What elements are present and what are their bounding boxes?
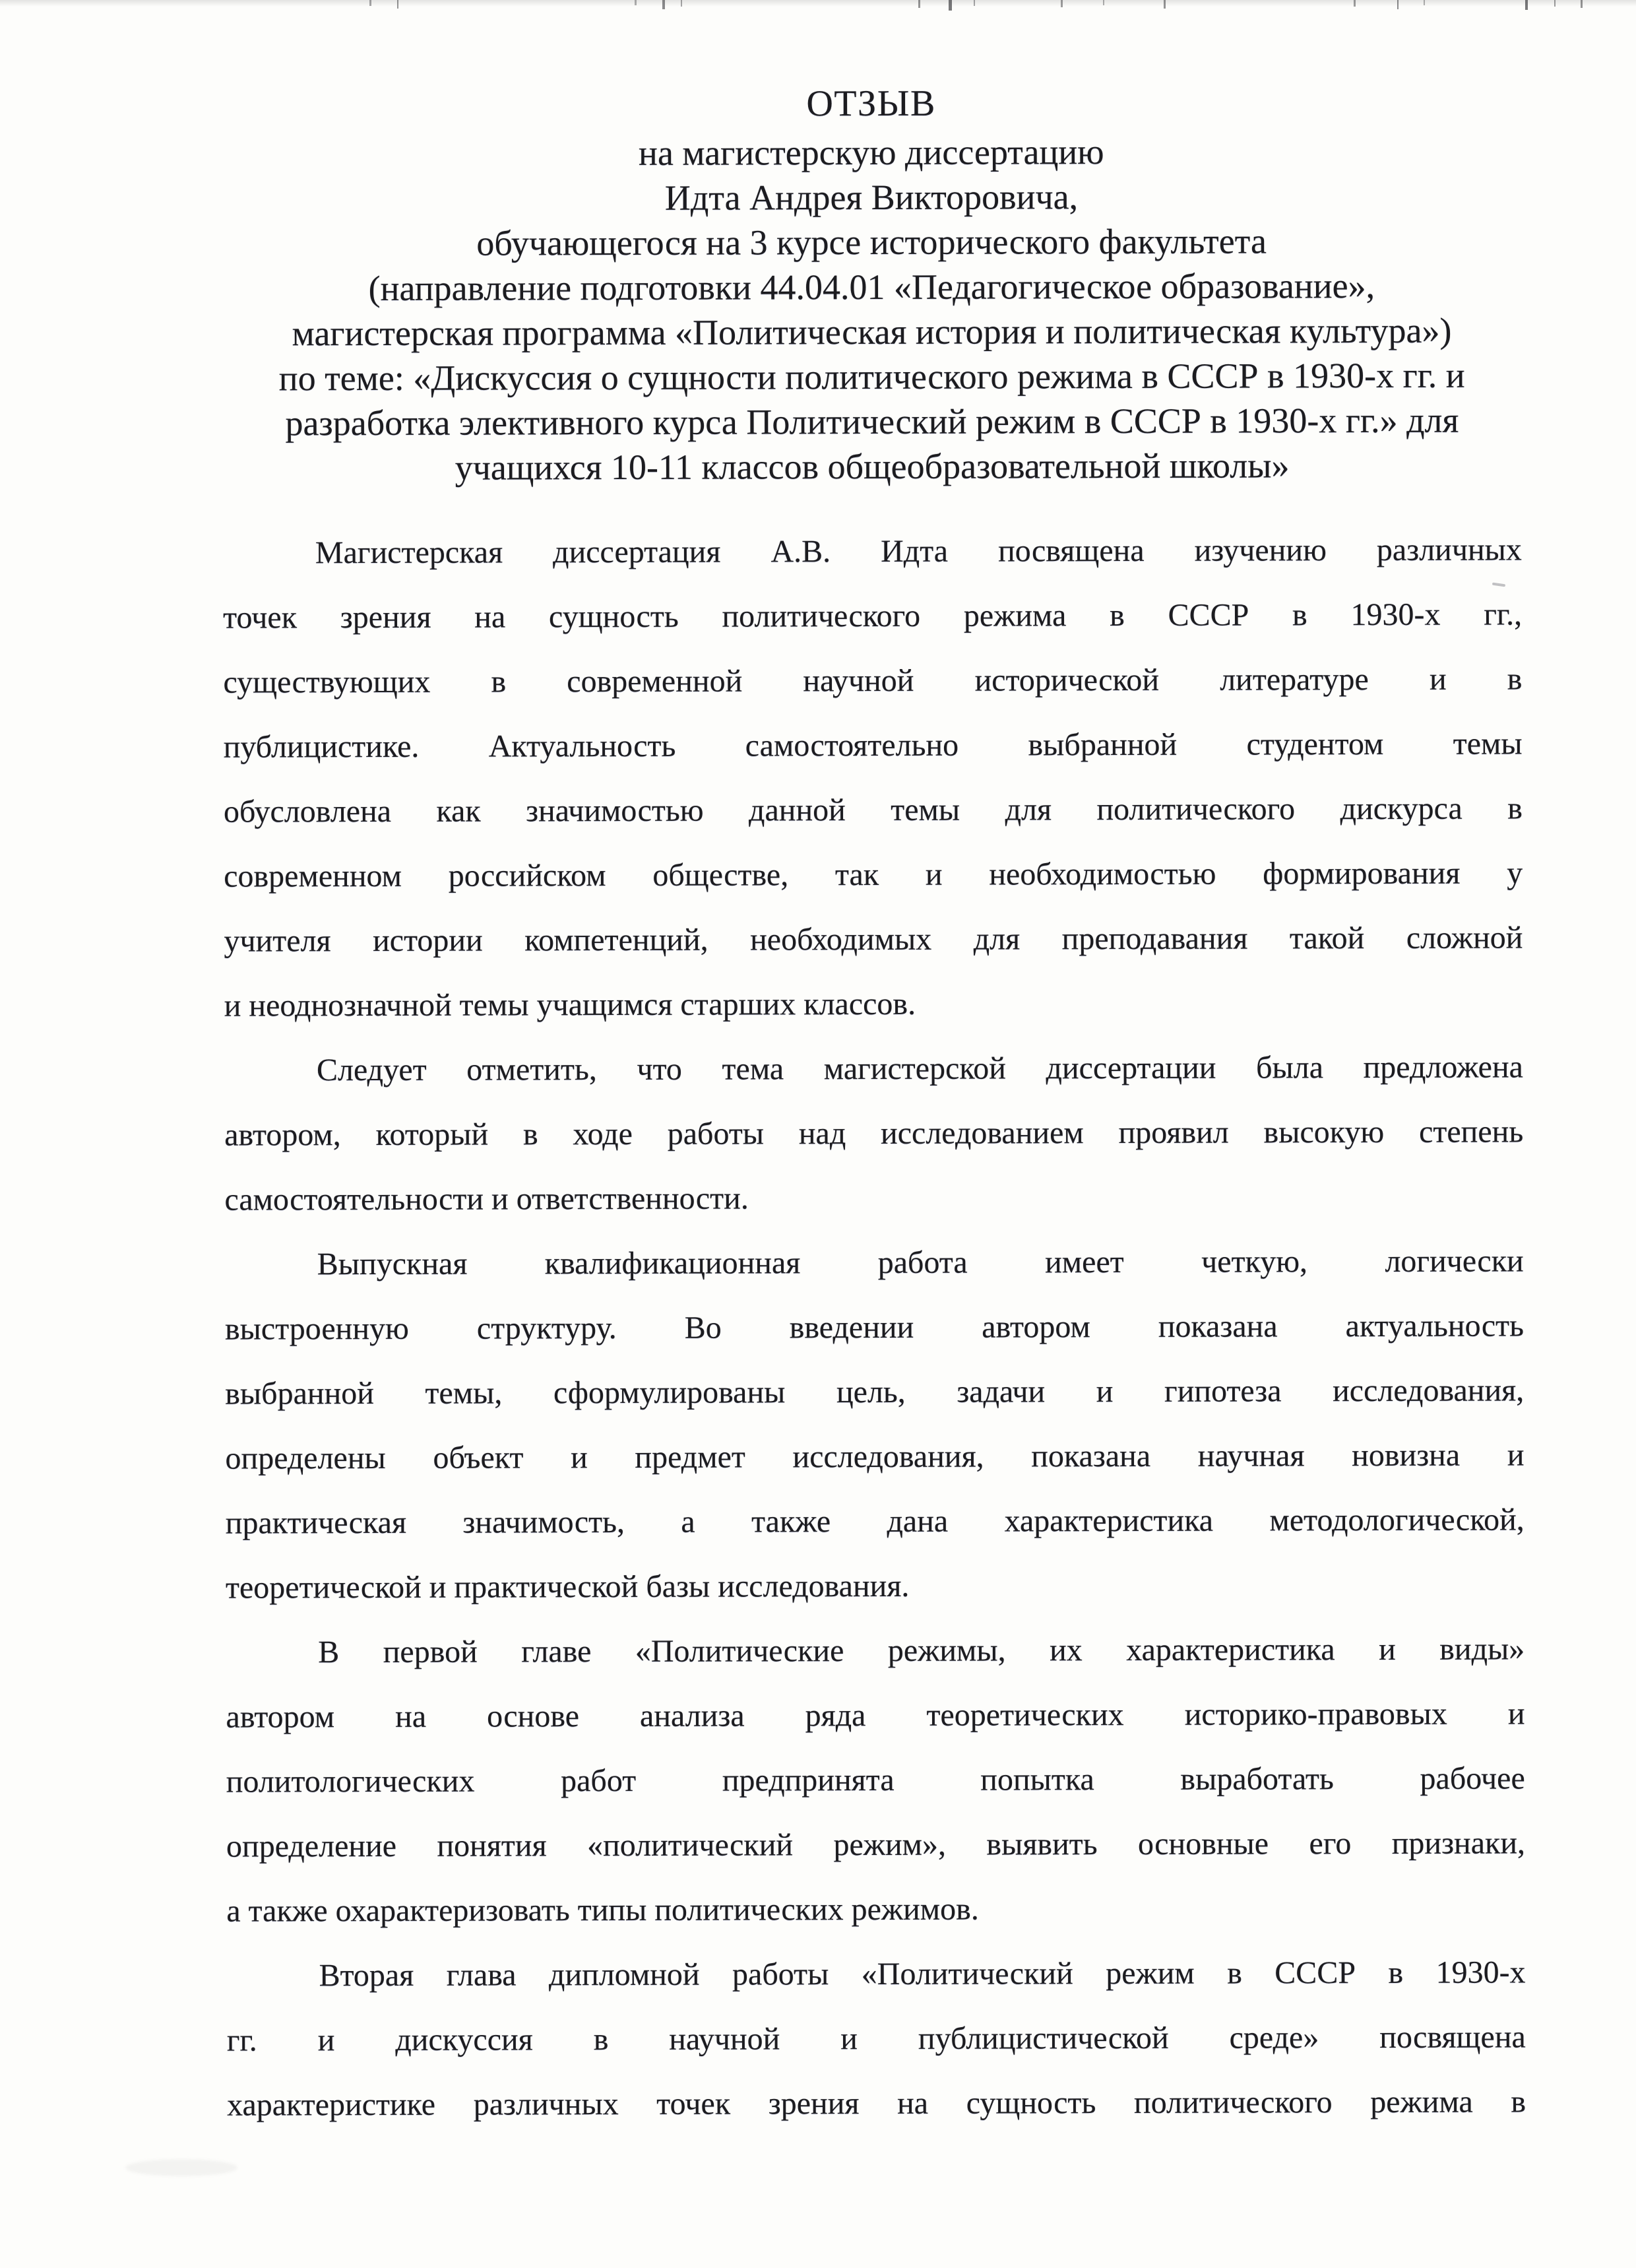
scan-artifact (369, 0, 371, 6)
body-line: Вторая глава дипломной работы «Политический режим в СССР в 1930-х (319, 1955, 1526, 1993)
body-line: существующих в современной научной исторической литературе и в (223, 661, 1523, 700)
header-line: по теме: «Дискуссия о сущности политического режима в СССР в 1930-х гг. и (278, 355, 1465, 399)
body-line: определение понятия «политический режим», выявить основные его признаки, (226, 1825, 1526, 1864)
document-header (222, 75, 1522, 490)
header-line: (направление подготовки 44.04.01 «Педагогическое образование», (368, 266, 1375, 308)
body-line: политологических работ предпринята попытка выработать рабочее (226, 1761, 1525, 1799)
header-line: обучающегося на 3 курсе исторического факультета (476, 221, 1267, 263)
scan-artifact (1525, 0, 1528, 10)
header-line: магистерская программа «Политическая история и политическая культура») (292, 310, 1452, 354)
body-line: самостоятельности и ответственности. (224, 1181, 749, 1217)
document-body (223, 517, 1526, 2137)
body-line: практическая значимость, а также дана характеристика методологической, (225, 1502, 1525, 1541)
scan-artifact (918, 0, 920, 8)
header-line: Идта Андрея Викторовича, (664, 177, 1079, 218)
body-line: Магистерская диссертация А.В. Идта посвящена изучению различных (315, 532, 1522, 571)
body-line: точек зрения на сущность политического режима в СССР в 1930-х гг., (223, 597, 1523, 635)
scan-artifact (1103, 0, 1104, 5)
document-content (222, 75, 1526, 2137)
scan-artifact (681, 0, 682, 7)
body-line: автором, который в ходе работы над исследованием проявил высокую степень (224, 1114, 1524, 1153)
header-line: учащихся 10-11 классов общеобразовательной школы» (455, 445, 1290, 488)
body-line: а также охарактеризовать типы политических режимов. (226, 1891, 979, 1929)
scan-artifact (397, 0, 398, 9)
scan-artifact (974, 0, 975, 6)
header-line: на магистерскую диссертацию (638, 132, 1104, 173)
body-line: теоретической и практической базы исследования. (225, 1568, 910, 1605)
body-line: публицистике. Актуальность самостоятельно выбранной студентом темы (223, 726, 1523, 765)
scan-artifact (662, 0, 665, 9)
scan-artifact (1354, 0, 1356, 7)
body-line: современном российском обществе, так и необходимостью формирования у (224, 855, 1523, 894)
scan-artifact (949, 0, 952, 11)
scan-artifact (1581, 0, 1583, 8)
scan-artifact (1554, 0, 1556, 7)
body-line: учителя истории компетенций, необходимых для преподавания такой сложной (224, 920, 1523, 959)
body-line: гг. и дискуссия в научной и публицистической среде» посвящена (226, 2019, 1526, 2058)
body-line: Следует отметить, что тема магистерской диссертации была предложена (316, 1049, 1523, 1088)
document-title: ОТЗЫВ (806, 82, 936, 125)
body-line: автором на основе анализа ряда теоретических историко-правовых и (226, 1696, 1525, 1735)
scan-artifact (1424, 0, 1425, 5)
body-line: обусловлена как значимостью данной темы для политического дискурса в (223, 791, 1523, 829)
header-line: разработка элективного курса Политический режим в СССР в 1930-х гг.» для (285, 400, 1459, 443)
scan-artifact (1061, 0, 1063, 7)
scan-artifact (125, 2159, 237, 2176)
scan-artifact (1397, 0, 1399, 9)
scan-artifact (1164, 0, 1166, 9)
document-subtitle-block (222, 128, 1521, 490)
body-line: Выпускная квалификационная работа имеет четкую, логически (317, 1243, 1524, 1282)
body-line: характеристике различных точек зрения на сущность политического режима в (226, 2084, 1526, 2123)
body-line: определены объект и предмет исследования, показана научная новизна и (225, 1437, 1525, 1476)
body-line: выбранной темы, сформулированы цель, задачи и гипотеза исследования, (225, 1373, 1525, 1411)
body-line: и неоднозначной темы учащимся старших классов. (224, 986, 916, 1023)
scan-artifact (635, 0, 637, 5)
body-line: В первой главе «Политические режимы, их характеристика и виды» (318, 1631, 1525, 1670)
body-line: выстроенную структуру. Во введении автором показана актуальность (224, 1308, 1525, 1347)
